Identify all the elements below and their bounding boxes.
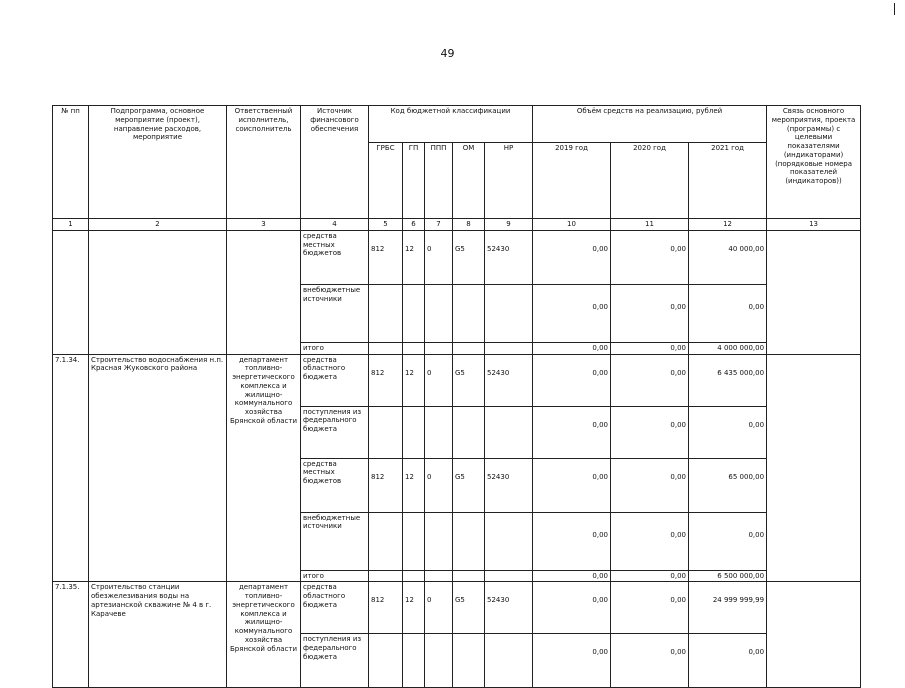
header-ppp: ППП (425, 143, 453, 219)
code-gp: 12 (403, 230, 425, 284)
colnum-11: 11 (611, 219, 689, 231)
code-om: G5 (453, 354, 485, 406)
colnum-3: 3 (227, 219, 301, 231)
code-om: G5 (453, 582, 485, 634)
source-local: средства местных бюджетов (301, 458, 369, 512)
value-2021: 0,00 (689, 512, 767, 570)
page-edge-mark (894, 3, 895, 15)
header-executor: Ответственный исполнитель, соисполнитель (227, 106, 301, 219)
total-2019: 0,00 (533, 570, 611, 582)
value-2020: 0,00 (611, 512, 689, 570)
cell-name-empty (89, 230, 227, 354)
value-2020: 0,00 (611, 230, 689, 284)
source-federal: поступления из федерального бюджета (301, 634, 369, 688)
total-2019: 0,00 (533, 342, 611, 354)
total-2021: 6 500 000,00 (689, 570, 767, 582)
cell-link-empty (767, 230, 861, 354)
value-2021: 40 000,00 (689, 230, 767, 284)
item-number: 7.1.34. (53, 354, 89, 582)
value-2020: 0,00 (611, 284, 689, 342)
colnum-7: 7 (425, 219, 453, 231)
colnum-13: 13 (767, 219, 861, 231)
source-total: итого (301, 342, 369, 354)
colnum-4: 4 (301, 219, 369, 231)
colnum-12: 12 (689, 219, 767, 231)
source-regional: средства областного бюджета (301, 582, 369, 634)
cell-link-empty (767, 354, 861, 582)
colnum-6: 6 (403, 219, 425, 231)
code-grbs: 812 (369, 354, 403, 406)
code-gp: 12 (403, 458, 425, 512)
header-grbs: ГРБС (369, 143, 403, 219)
item-executor: департамент топливно-энергетического комплекса и жилищно-коммунального хозяйства Брянской области (227, 582, 301, 688)
code-ppp: 0 (425, 458, 453, 512)
table-row (53, 582, 861, 634)
header-subprogram: Подпрограмма, основное мероприятие (проект), направление расходов, мероприятие (89, 106, 227, 219)
code-gp: 12 (403, 354, 425, 406)
code-nr: 52430 (485, 582, 533, 634)
item-executor: департамент топливно-энергетического комплекса и жилищно-коммунального хозяйства Брянской области (227, 354, 301, 582)
value-2021: 24 999 999,99 (689, 582, 767, 634)
total-2021: 4 000 000,00 (689, 342, 767, 354)
budget-table (52, 105, 861, 688)
colnum-5: 5 (369, 219, 403, 231)
value-2020: 0,00 (611, 406, 689, 458)
header-gp: ГП (403, 143, 425, 219)
header-bcc: Код бюджетной классификации (369, 106, 533, 143)
colnum-9: 9 (485, 219, 533, 231)
header-no: № пп (53, 106, 89, 219)
page-number: 49 (440, 47, 455, 60)
value-2019: 0,00 (533, 582, 611, 634)
code-grbs: 812 (369, 230, 403, 284)
code-nr: 52430 (485, 354, 533, 406)
code-ppp: 0 (425, 582, 453, 634)
code-om: G5 (453, 230, 485, 284)
header-source: Источник финансового обеспечения (301, 106, 369, 219)
source-federal: поступления из федерального бюджета (301, 406, 369, 458)
column-numbers-row (53, 219, 861, 231)
header-row-1 (53, 106, 861, 143)
value-2019: 0,00 (533, 230, 611, 284)
table-row (53, 230, 861, 284)
value-2021: 65 000,00 (689, 458, 767, 512)
value-2020: 0,00 (611, 354, 689, 406)
colnum-8: 8 (453, 219, 485, 231)
header-om: ОМ (453, 143, 485, 219)
header-link: Связь основного мероприятия, проекта (программы) с целевыми показателями (индикаторами) (порядковые номера показателей (индикаторов)) (767, 106, 861, 219)
source-extra: внебюджетные источники (301, 512, 369, 570)
colnum-2: 2 (89, 219, 227, 231)
value-2019: 0,00 (533, 634, 611, 688)
value-2021: 0,00 (689, 634, 767, 688)
item-name: Строительство станции обезжелезивания воды на артезианской скважине № 4 в г. Карачеве (89, 582, 227, 688)
value-2019: 0,00 (533, 512, 611, 570)
value-2020: 0,00 (611, 582, 689, 634)
cell-link-empty (767, 582, 861, 688)
table-row (53, 354, 861, 406)
cell-no-empty (53, 230, 89, 354)
value-2021: 6 435 000,00 (689, 354, 767, 406)
value-2019: 0,00 (533, 354, 611, 406)
code-grbs: 812 (369, 458, 403, 512)
value-2019: 0,00 (533, 406, 611, 458)
total-2020: 0,00 (611, 342, 689, 354)
header-2020: 2020 год (611, 143, 689, 219)
header-nr: НР (485, 143, 533, 219)
total-2020: 0,00 (611, 570, 689, 582)
code-ppp: 0 (425, 230, 453, 284)
colnum-10: 10 (533, 219, 611, 231)
cell-executor-empty (227, 230, 301, 354)
value-2020: 0,00 (611, 458, 689, 512)
value-2019: 0,00 (533, 458, 611, 512)
code-om: G5 (453, 458, 485, 512)
header-2019: 2019 год (533, 143, 611, 219)
value-2019: 0,00 (533, 284, 611, 342)
item-number: 7.1.35. (53, 582, 89, 688)
colnum-1: 1 (53, 219, 89, 231)
code-gp: 12 (403, 582, 425, 634)
source-local: средства местных бюджетов (301, 230, 369, 284)
header-volume: Объём средств на реализацию, рублей (533, 106, 767, 143)
item-name: Строительство водоснабжения н.п. Красная Жуковского района (89, 354, 227, 582)
value-2021: 0,00 (689, 284, 767, 342)
value-2021: 0,00 (689, 406, 767, 458)
code-grbs: 812 (369, 582, 403, 634)
code-nr: 52430 (485, 458, 533, 512)
source-extra: внебюджетные источники (301, 284, 369, 342)
value-2020: 0,00 (611, 634, 689, 688)
code-nr: 52430 (485, 230, 533, 284)
header-2021: 2021 год (689, 143, 767, 219)
code-ppp: 0 (425, 354, 453, 406)
source-total: итого (301, 570, 369, 582)
source-regional: средства областного бюджета (301, 354, 369, 406)
